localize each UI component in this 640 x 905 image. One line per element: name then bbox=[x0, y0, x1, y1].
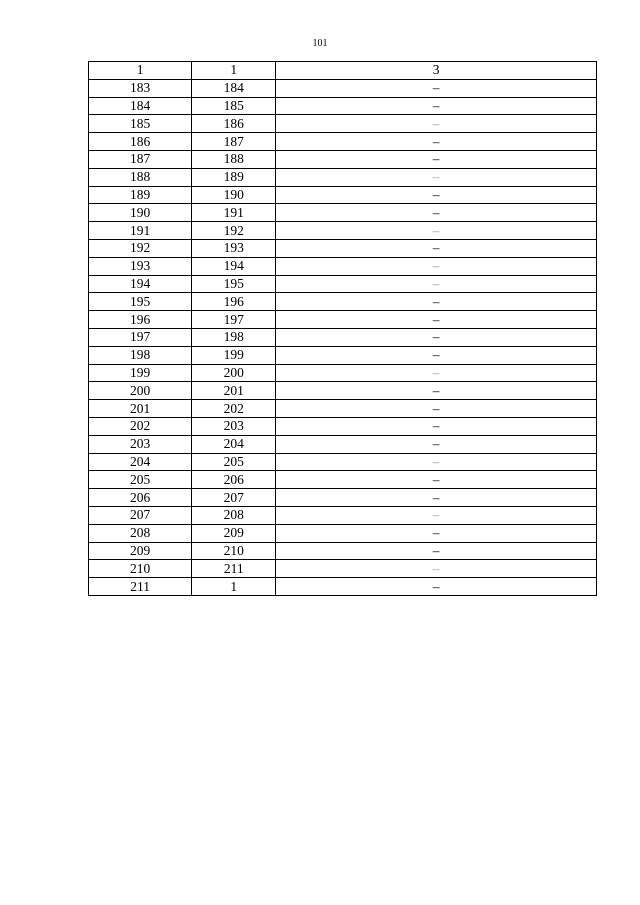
table-cell-col-1: 199 bbox=[89, 364, 192, 382]
table-row bbox=[89, 204, 597, 222]
table-cell-col-3: – bbox=[276, 382, 597, 400]
table-row bbox=[89, 311, 597, 329]
table-cell-col-3: – bbox=[276, 133, 597, 151]
table-row bbox=[89, 275, 597, 293]
table-cell-col-3: – bbox=[276, 275, 597, 293]
table-row bbox=[89, 489, 597, 507]
table-cell-col-2: 202 bbox=[192, 400, 276, 418]
table-cell-col-2: 189 bbox=[192, 168, 276, 186]
table-cell-col-3: – bbox=[276, 115, 597, 133]
table-cell-col-2: 192 bbox=[192, 222, 276, 240]
table-cell-col-2: 1 bbox=[192, 578, 276, 596]
table-cell-col-3: – bbox=[276, 328, 597, 346]
table-cell-col-2: 210 bbox=[192, 542, 276, 560]
table-row bbox=[89, 506, 597, 524]
table-row bbox=[89, 222, 597, 240]
page-number: 101 bbox=[312, 38, 328, 49]
table-row bbox=[89, 79, 597, 97]
table-cell-col-2: 205 bbox=[192, 453, 276, 471]
table-cell-col-2: 197 bbox=[192, 311, 276, 329]
table-cell-col-2: 186 bbox=[192, 115, 276, 133]
table-cell-col-1: 191 bbox=[89, 222, 192, 240]
table-cell-col-1: 188 bbox=[89, 168, 192, 186]
table-cell-col-1: 200 bbox=[89, 382, 192, 400]
table-cell-col-1: 189 bbox=[89, 186, 192, 204]
table-cell-col-2: 209 bbox=[192, 524, 276, 542]
table-cell-col-2: 184 bbox=[192, 79, 276, 97]
table-cell-col-2: 198 bbox=[192, 328, 276, 346]
table-cell-col-3: – bbox=[276, 79, 597, 97]
table-cell-col-1: 198 bbox=[89, 346, 192, 364]
table-row bbox=[89, 239, 597, 257]
table-cell-col-2: 200 bbox=[192, 364, 276, 382]
table-cell-col-1: 210 bbox=[89, 560, 192, 578]
table-cell-col-3: – bbox=[276, 542, 597, 560]
table-cell-col-2: 211 bbox=[192, 560, 276, 578]
table-row bbox=[89, 168, 597, 186]
table-cell-col-1: 183 bbox=[89, 79, 192, 97]
table-cell-col-2: 187 bbox=[192, 133, 276, 151]
table-row bbox=[89, 560, 597, 578]
table-cell-col-2: 191 bbox=[192, 204, 276, 222]
table-cell-col-3: – bbox=[276, 489, 597, 507]
table-cell-col-1: 204 bbox=[89, 453, 192, 471]
table-cell-col-1: 202 bbox=[89, 417, 192, 435]
table-cell-col-2: 195 bbox=[192, 275, 276, 293]
table-cell-col-1: 186 bbox=[89, 133, 192, 151]
table-cell-col-3: – bbox=[276, 560, 597, 578]
table-row bbox=[89, 115, 597, 133]
table-row bbox=[89, 257, 597, 275]
table-cell-col-2: 190 bbox=[192, 186, 276, 204]
table-cell-col-3: – bbox=[276, 222, 597, 240]
table-row bbox=[89, 578, 597, 596]
table-cell-col-3: – bbox=[276, 150, 597, 168]
table-cell-col-3: – bbox=[276, 417, 597, 435]
table-row bbox=[89, 435, 597, 453]
table-cell-col-3: – bbox=[276, 168, 597, 186]
table-cell-col-1: 193 bbox=[89, 257, 192, 275]
table-cell-col-1: 190 bbox=[89, 204, 192, 222]
table-cell-col-3: – bbox=[276, 471, 597, 489]
table-cell-col-1: 208 bbox=[89, 524, 192, 542]
table-row bbox=[89, 346, 597, 364]
table-cell-col-2: 199 bbox=[192, 346, 276, 364]
table-cell-col-2: 188 bbox=[192, 150, 276, 168]
table-cell-col-3: – bbox=[276, 204, 597, 222]
table-cell-col-3: – bbox=[276, 186, 597, 204]
header-cell-2: 1 bbox=[192, 62, 276, 80]
table-cell-col-2: 207 bbox=[192, 489, 276, 507]
table-cell-col-1: 197 bbox=[89, 328, 192, 346]
table-row bbox=[89, 471, 597, 489]
table-cell-col-3: – bbox=[276, 506, 597, 524]
table-cell-col-1: 211 bbox=[89, 578, 192, 596]
table-cell-col-1: 184 bbox=[89, 97, 192, 115]
header-cell-3: 3 bbox=[276, 62, 597, 80]
table-cell-col-1: 196 bbox=[89, 311, 192, 329]
table-row bbox=[89, 382, 597, 400]
table-cell-col-2: 206 bbox=[192, 471, 276, 489]
table-cell-col-3: – bbox=[276, 400, 597, 418]
table-header-row bbox=[89, 62, 597, 80]
table-body bbox=[89, 62, 597, 596]
table-cell-col-1: 201 bbox=[89, 400, 192, 418]
table-cell-col-3: – bbox=[276, 524, 597, 542]
table-cell-col-2: 201 bbox=[192, 382, 276, 400]
table-cell-col-3: – bbox=[276, 311, 597, 329]
table-row bbox=[89, 417, 597, 435]
table-row bbox=[89, 186, 597, 204]
table-cell-col-1: 185 bbox=[89, 115, 192, 133]
table-cell-col-2: 193 bbox=[192, 239, 276, 257]
table-row bbox=[89, 133, 597, 151]
table-cell-col-2: 185 bbox=[192, 97, 276, 115]
table-row bbox=[89, 364, 597, 382]
table-cell-col-2: 204 bbox=[192, 435, 276, 453]
table-cell-col-1: 187 bbox=[89, 150, 192, 168]
table-cell-col-1: 203 bbox=[89, 435, 192, 453]
table-cell-col-2: 208 bbox=[192, 506, 276, 524]
table-row bbox=[89, 293, 597, 311]
table-cell-col-3: – bbox=[276, 364, 597, 382]
table-cell-col-3: – bbox=[276, 435, 597, 453]
table-cell-col-3: – bbox=[276, 346, 597, 364]
table-row bbox=[89, 400, 597, 418]
table-cell-col-3: – bbox=[276, 97, 597, 115]
table-cell-col-3: – bbox=[276, 293, 597, 311]
table-row bbox=[89, 150, 597, 168]
table-cell-col-1: 207 bbox=[89, 506, 192, 524]
data-table bbox=[88, 61, 597, 596]
table-row bbox=[89, 524, 597, 542]
table-cell-col-1: 206 bbox=[89, 489, 192, 507]
table-cell-col-1: 194 bbox=[89, 275, 192, 293]
table-cell-col-3: – bbox=[276, 257, 597, 275]
table-row bbox=[89, 542, 597, 560]
table-cell-col-1: 195 bbox=[89, 293, 192, 311]
table-cell-col-3: – bbox=[276, 239, 597, 257]
table-cell-col-2: 194 bbox=[192, 257, 276, 275]
table-cell-col-2: 203 bbox=[192, 417, 276, 435]
table-row bbox=[89, 453, 597, 471]
table-cell-col-1: 192 bbox=[89, 239, 192, 257]
table-cell-col-2: 196 bbox=[192, 293, 276, 311]
table-row bbox=[89, 97, 597, 115]
table-cell-col-3: – bbox=[276, 578, 597, 596]
table-cell-col-3: – bbox=[276, 453, 597, 471]
header-cell-1: 1 bbox=[89, 62, 192, 80]
table-cell-col-1: 205 bbox=[89, 471, 192, 489]
table-cell-col-1: 209 bbox=[89, 542, 192, 560]
table-row bbox=[89, 328, 597, 346]
